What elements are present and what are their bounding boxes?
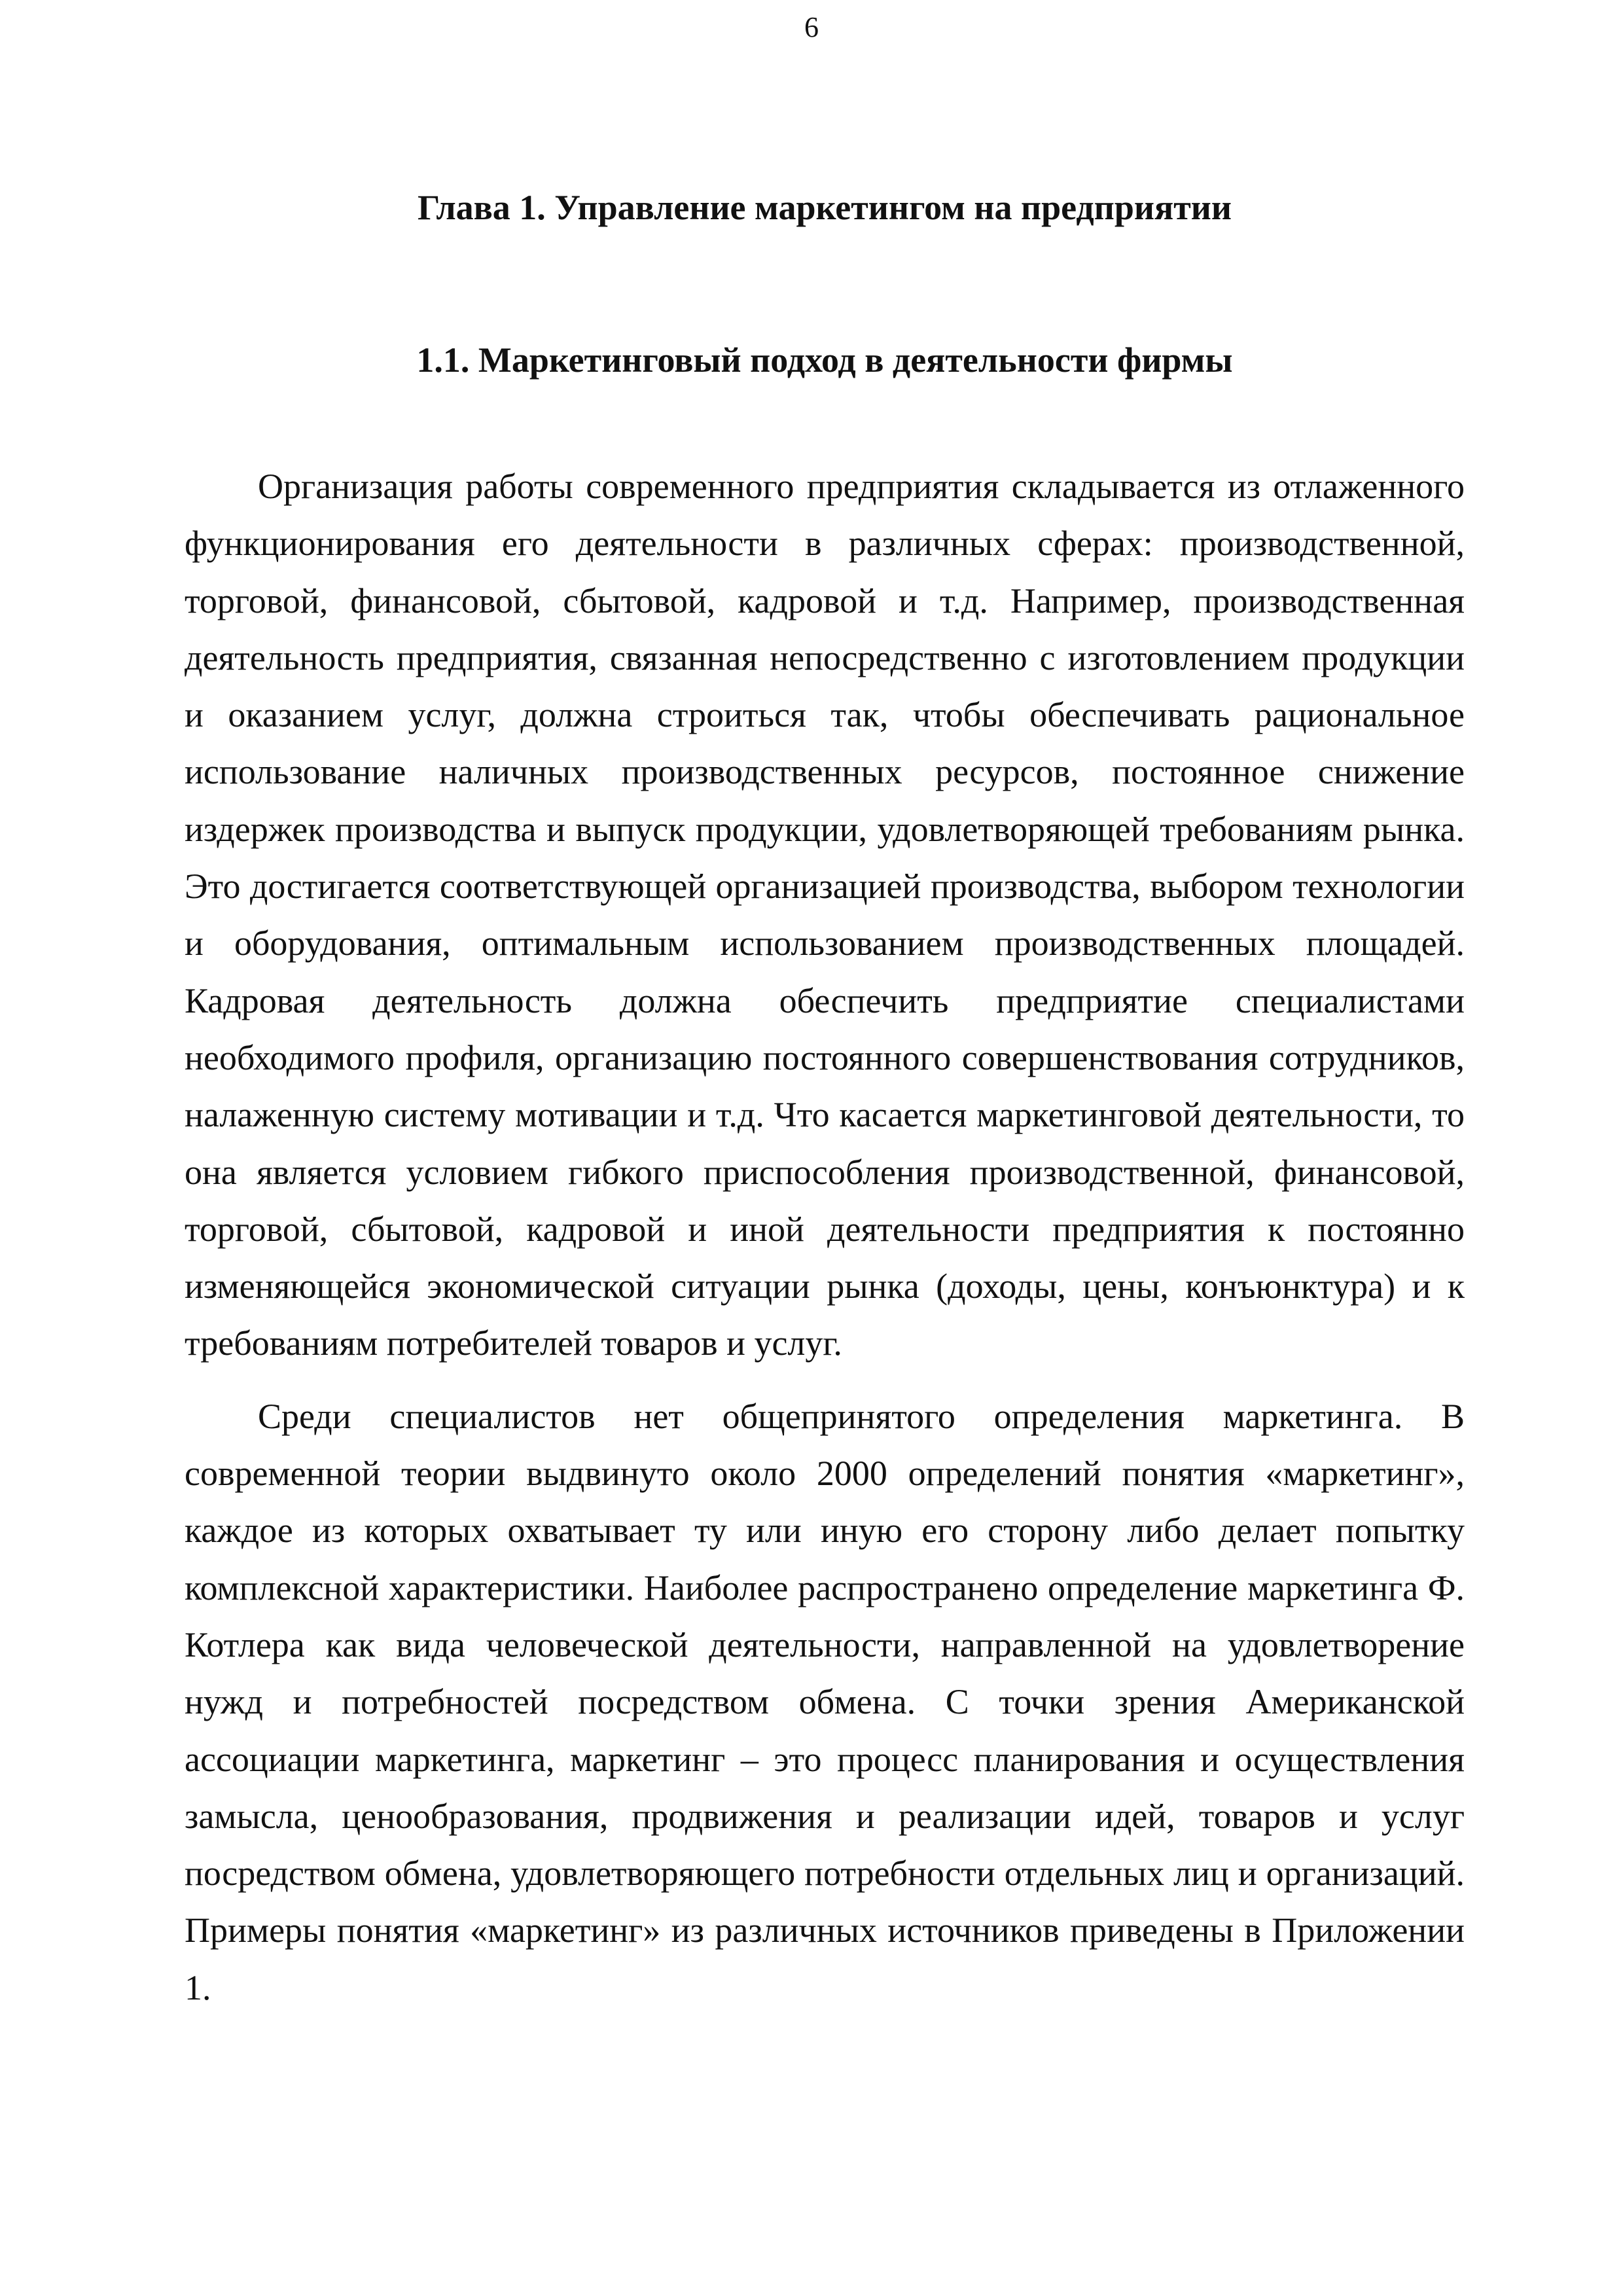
body-text [185, 458, 1465, 2017]
chapter-title: Глава 1. Управление маркетингом на предприятии [418, 188, 1232, 227]
paragraph-1: Организация работы современного предприятия складывается из отлаженного функционирования его деятельности в различных сферах: производственной, торговой, финансовой, сбытовой, кадровой и т.д. Например, производственная деятельность предприятия, связанная непосредственно с изготовлением продукции и оказанием услуг, должна строиться так, чтобы обеспечивать рациональное использование наличных производственных ресурсов, постоянное снижение издержек производства и выпуск продукции, удовлетворяющей требованиям рынка. Это достигается соответствующей организацией производства, выбором технологии и оборудования, оптимальным использованием производственных площадей. Кадровая деятельность должна обеспечить предприятие специалистами необходимого профиля, организацию постоянного совершенствования сотрудников, налаженную систему мотивации и т.д. Что касается маркетинговой деятельности, то она является условием гибкого приспособления производственной, финансовой, торговой, сбытовой, кадровой и иной деятельности предприятия к постоянно изменяющейся экономической ситуации рынка (доходы, цены, конъюнктура) и к требованиям потребителей товаров и услуг. [185, 467, 1465, 1363]
paragraph-2: Среди специалистов нет общепринятого определения маркетинга. В современной теории выдвинуто около 2000 определений понятия «маркетинг», каждое из которых охватывает ту или иную его сторону либо делает попытку комплексной характеристики. Наиболее распространено определение маркетинга Ф. Котлера как вида человеческой деятельности, направленной на удовлетворение нужд и потребностей посредством обмена. С точки зрения Американской ассоциации маркетинга, маркетинг – это процесс планирования и осуществления замысла, ценообразования, продвижения и реализации идей, товаров и услуг посредством обмена, удовлетворяющего потребности отдельных лиц и организаций. Примеры понятия «маркетинг» из различных источников приведены в Приложении 1. [185, 1396, 1465, 2007]
section-title: 1.1. Маркетинговый подход в деятельности фирмы [416, 340, 1233, 380]
page-number: 6 [804, 11, 819, 43]
